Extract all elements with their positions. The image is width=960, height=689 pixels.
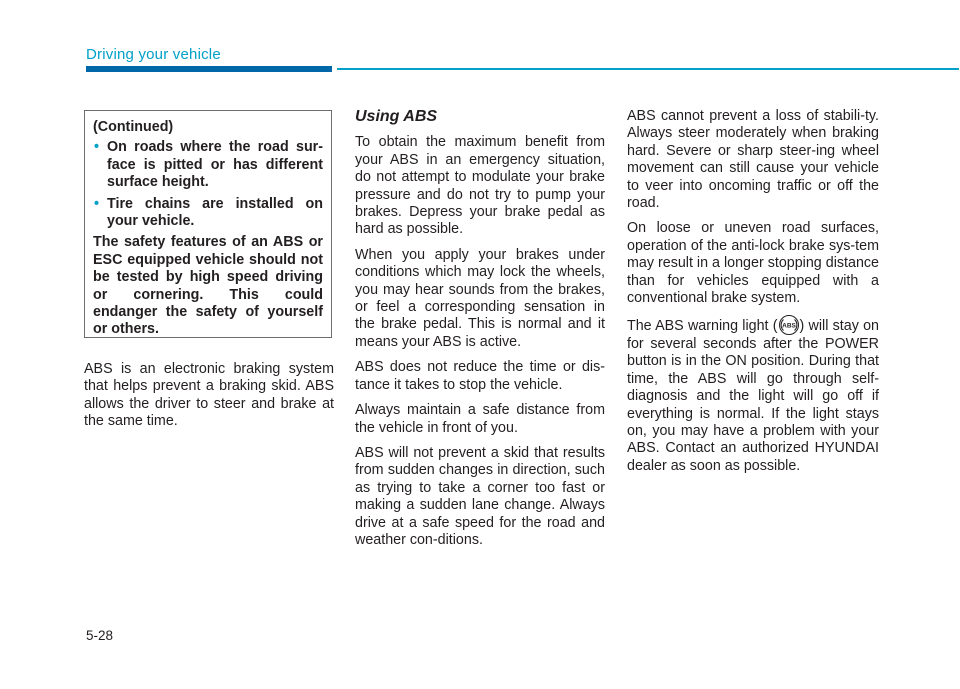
- warning-bullet-item: [93, 196, 323, 231]
- warning-box: [84, 110, 332, 338]
- paragraph-text-after-icon: ) will stay on for several seconds after the POWER button is in the ON position. During that time, the ABS will go through self-diagnosis and the light will go off if everything is normal. If the light stays on, you may have a problem with your ABS. Contact an authorized HYUNDAI dealer as soon as possible.: [627, 318, 879, 474]
- bullet-icon: •: [94, 139, 100, 156]
- abs-icon-label: ABS: [781, 323, 796, 331]
- body-paragraph: ABS will not prevent a skid that results from sudden changes in direction, such as trying to take a corner too fast or making a sudden lane change. Always drive at a safe speed for the road and weather con-ditions.: [355, 444, 605, 548]
- continued-label: (Continued): [93, 119, 174, 135]
- body-paragraph: ABS does not reduce the time or dis-tance it takes to stop the vehicle.: [355, 359, 605, 393]
- body-paragraph: On loose or uneven road surfaces, operation of the anti-lock brake sys-tem may result in a longer stopping distance than for vehicles equipped with a conventional brake system.: [627, 220, 879, 307]
- paragraph-text-before-icon: The ABS warning light (: [627, 318, 778, 335]
- page-number: 5-28: [86, 628, 114, 643]
- header-rule-light: [337, 68, 959, 70]
- body-paragraph: ABS cannot prevent a loss of stabili-ty. Always steer moderately when braking hard. Severe or sharp steer-ing wheel movement can still cause your vehicle to veer into oncoming traffic or off the road.: [627, 108, 879, 212]
- body-paragraph: When you apply your brakes under conditions which may lock the wheels, you may hear sounds from the brakes, or feel a corresponding sensation in the brake pedal. This is normal and it means your ABS is active.: [355, 246, 605, 350]
- warning-bullet-list: [93, 139, 323, 230]
- section-title: Driving your vehicle: [86, 46, 221, 63]
- warning-bullet-text: On roads where the road sur-face is pitted or has different surface height.: [107, 139, 323, 191]
- column-3: [627, 108, 879, 483]
- bullet-icon: •: [94, 195, 100, 212]
- warning-bullet-text: Tire chains are installed on your vehicle.: [107, 195, 323, 230]
- body-paragraph: To obtain the maximum benefit from your ABS in an emergency situation, do not attempt to modulate your brake pressure and do not try to pump your brakes. Depress your brake pedal as hard as possible.: [355, 134, 605, 238]
- using-abs-heading: Using ABS: [355, 108, 438, 125]
- column-2: [355, 108, 605, 557]
- header-rule-dark: [86, 66, 332, 72]
- column-1: [84, 361, 334, 439]
- body-paragraph: Always maintain a safe distance from the vehicle in front of you.: [355, 402, 605, 436]
- abs-intro-paragraph: ABS is an electronic braking system that helps prevent a braking skid. ABS allows the driver to steer and brake at the same time.: [84, 361, 334, 430]
- warning-paragraph: The safety features of an ABS or ESC equipped vehicle should not be tested by high speed driving or cornering. This could endanger the safety of yourself or others.: [93, 234, 323, 338]
- abs-warning-light-paragraph: [627, 315, 879, 475]
- warning-bullet-item: [93, 139, 323, 191]
- abs-warning-light-icon: [779, 315, 799, 335]
